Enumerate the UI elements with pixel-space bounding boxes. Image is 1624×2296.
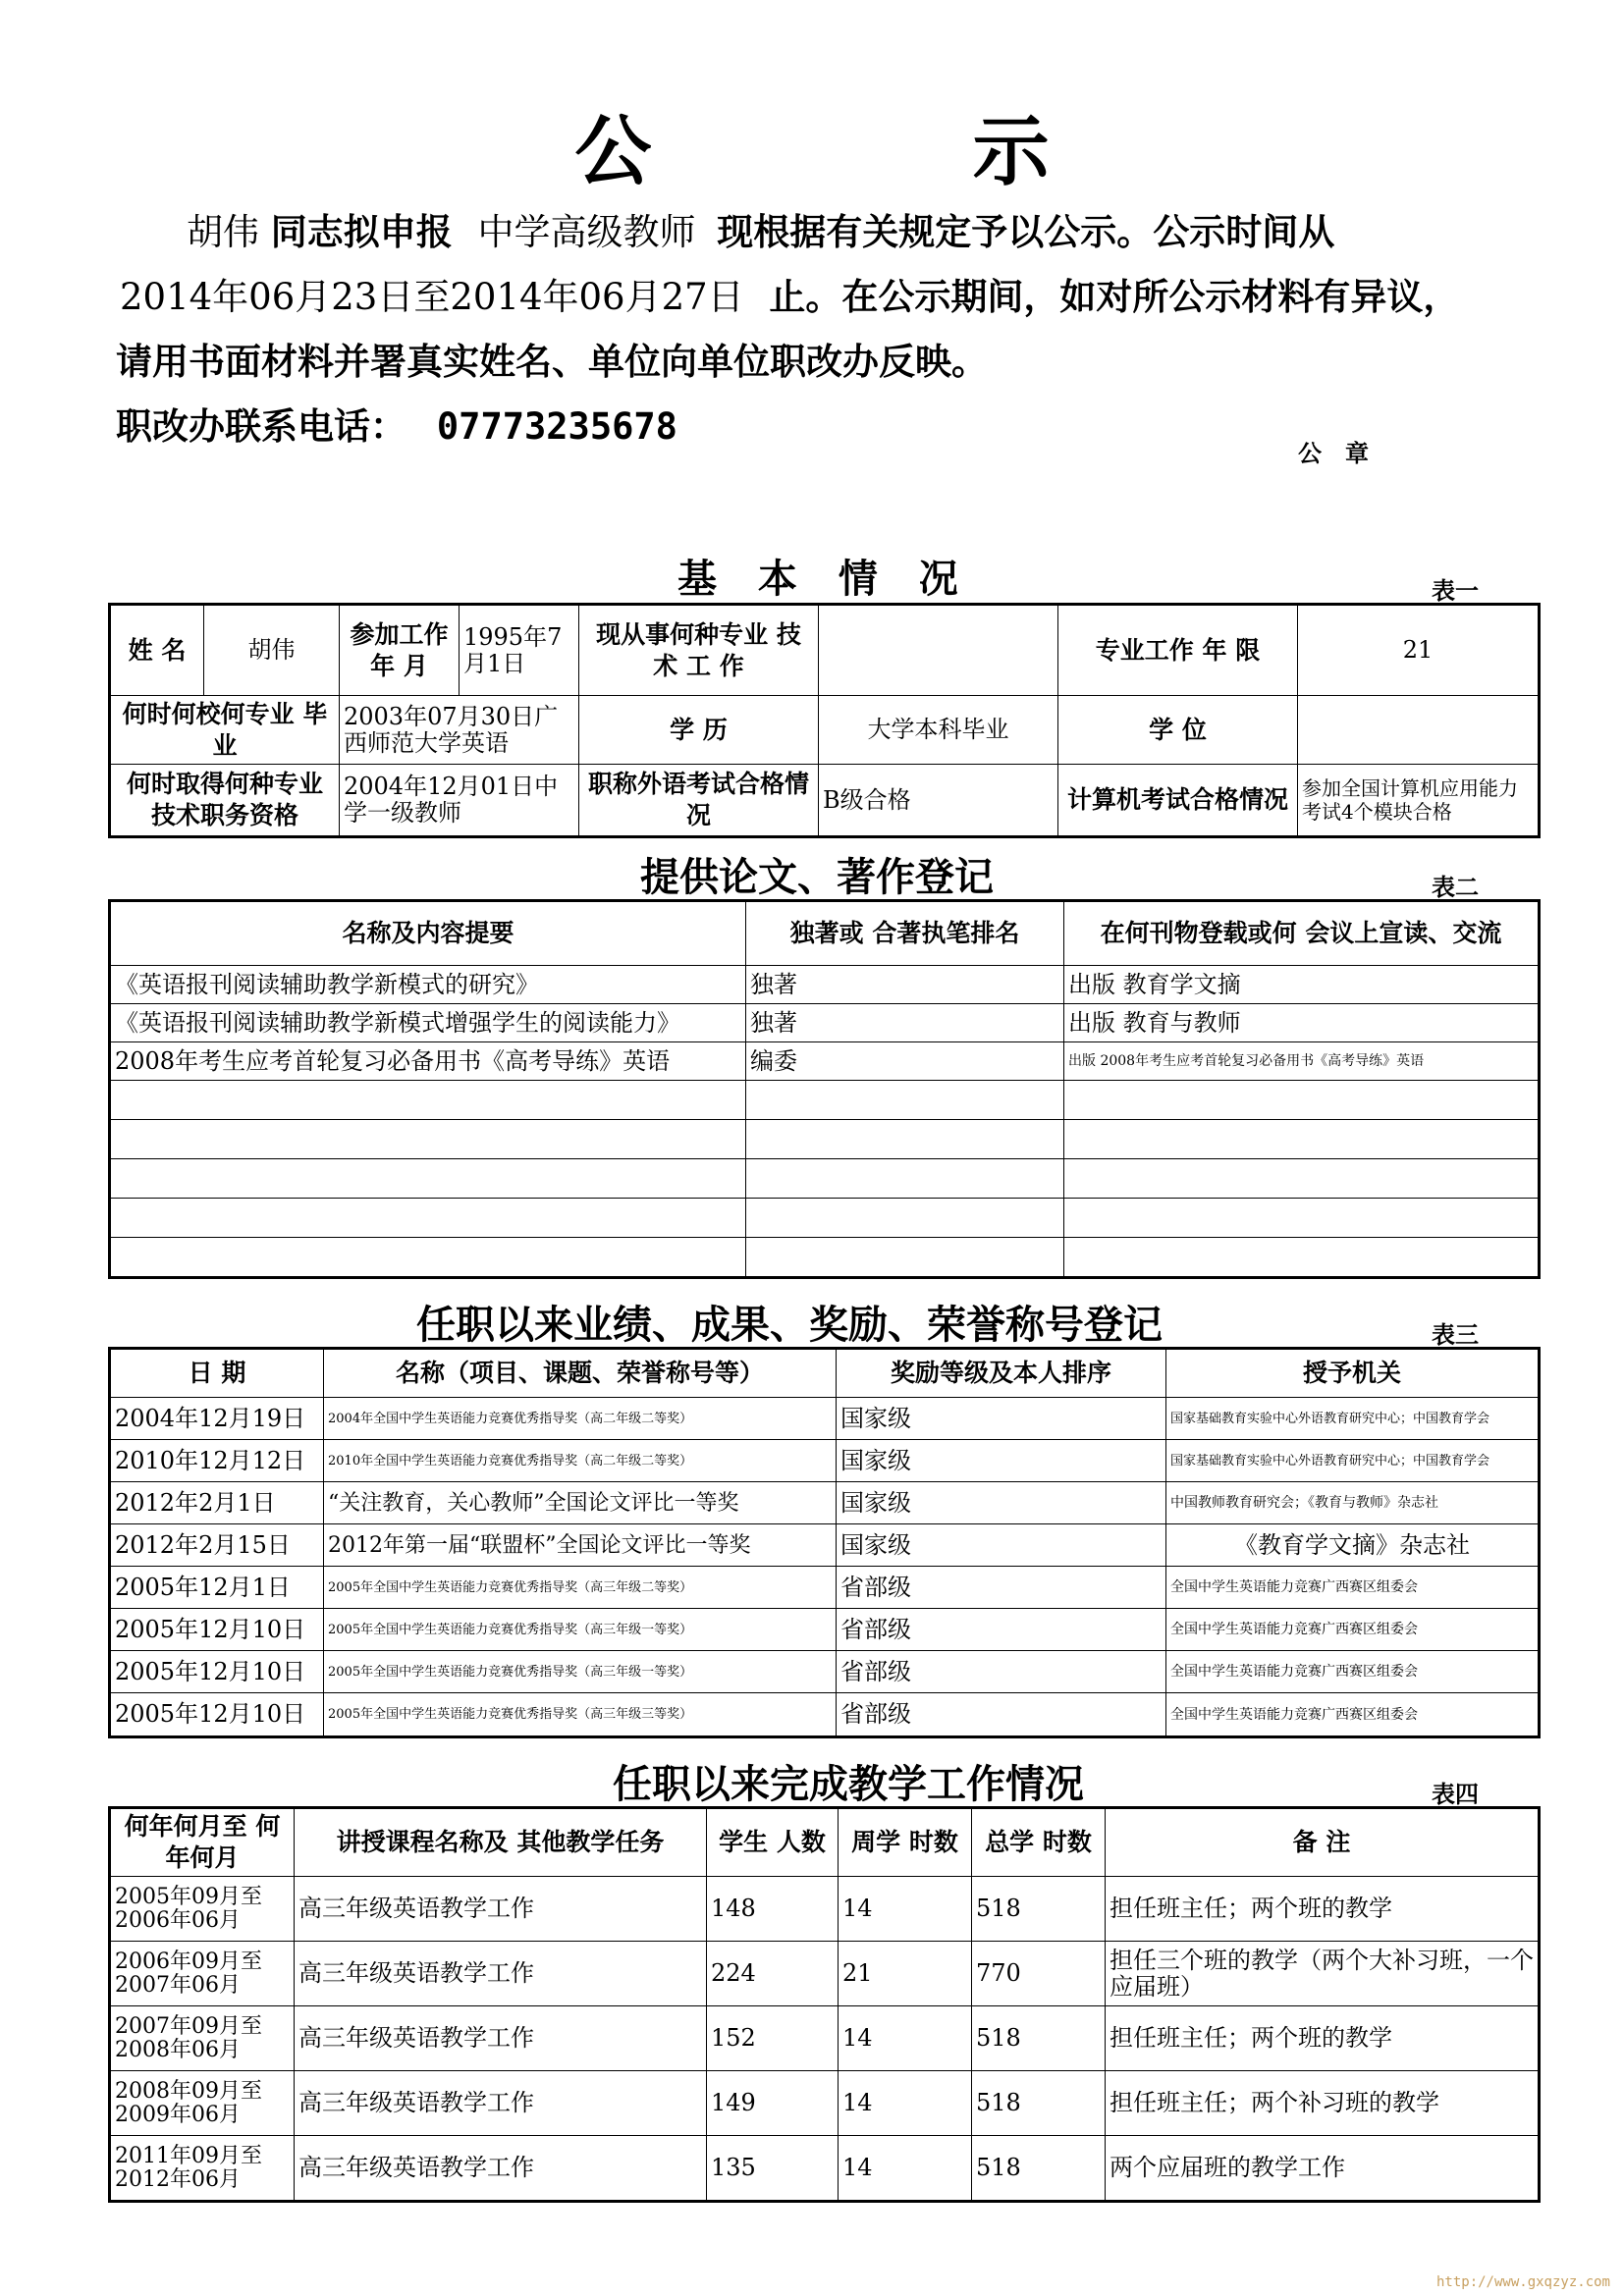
name-label: 姓 名 bbox=[110, 605, 204, 696]
edu-value: 大学本科毕业 bbox=[819, 696, 1058, 765]
paper-author bbox=[746, 1238, 1064, 1278]
award-level: 省部级 bbox=[837, 1693, 1166, 1737]
award-issuer: 国家基础教育实验中心外语教育研究中心；中国教育学会 bbox=[1166, 1398, 1540, 1440]
notice-text-3: 止。在公示期间，如对所公示材料有异议， bbox=[769, 276, 1460, 318]
teaching-header-remarks: 备 注 bbox=[1106, 1808, 1540, 1877]
lang-value: B级合格 bbox=[819, 765, 1058, 837]
award-level: 国家级 bbox=[837, 1398, 1166, 1440]
teaching-header-students: 学生 人数 bbox=[707, 1808, 839, 1877]
teaching-remarks: 担任班主任；两个班的教学 bbox=[1106, 1877, 1540, 1942]
award-issuer: 全国中学生英语能力竞赛广西赛区组委会 bbox=[1166, 1651, 1540, 1693]
teaching-weekly-hours: 14 bbox=[839, 2136, 972, 2202]
awards-header-name: 名称（项目、课题、荣誉称号等） bbox=[324, 1349, 837, 1398]
award-name: 2005年全国中学生英语能力竞赛优秀指导奖（高三年级一等奖） bbox=[324, 1651, 837, 1693]
table-4-label: 表四 bbox=[1432, 1781, 1479, 1808]
teaching-course: 高三年级英语教学工作 bbox=[295, 1877, 707, 1942]
teaching-students: 148 bbox=[707, 1877, 839, 1942]
teaching-total-hours: 770 bbox=[972, 1942, 1106, 2006]
section-basic-title: 基 本 情 况 bbox=[677, 557, 972, 602]
award-name: 2005年全国中学生英语能力竞赛优秀指导奖（高三年级一等奖） bbox=[324, 1609, 837, 1651]
notice-line-3: 请用书面材料并署真实姓名、单位向单位职改办反映。 bbox=[116, 341, 988, 383]
award-date: 2012年2月15日 bbox=[110, 1524, 324, 1567]
teaching-header-period: 何年何月至 何年何月 bbox=[110, 1808, 295, 1877]
section-teaching-title: 任职以来完成教学工作情况 bbox=[613, 1762, 1084, 1807]
teaching-remarks: 担任三个班的教学（两个大补习班，一个应届班） bbox=[1106, 1942, 1540, 2006]
papers-header-venue: 在何刊物登载或何 会议上宣读、交流 bbox=[1064, 901, 1540, 966]
award-issuer: 全国中学生英语能力竞赛广西赛区组委会 bbox=[1166, 1609, 1540, 1651]
award-date: 2005年12月10日 bbox=[110, 1693, 324, 1737]
phone-label: 职改办联系电话： bbox=[116, 405, 406, 448]
award-name: 2004年全国中学生英语能力竞赛优秀指导奖（高二年级二等奖） bbox=[324, 1398, 837, 1440]
award-date: 2005年12月10日 bbox=[110, 1609, 324, 1651]
papers-header-author: 独著或 合著执笔排名 bbox=[746, 901, 1064, 966]
paper-author bbox=[746, 1199, 1064, 1238]
notice-name: 胡伟 bbox=[187, 211, 259, 253]
page-title: 公 示 bbox=[574, 108, 1197, 196]
notice-text-1: 同志拟申报 bbox=[270, 211, 453, 253]
paper-author bbox=[746, 1120, 1064, 1159]
teaching-course: 高三年级英语教学工作 bbox=[295, 2136, 707, 2202]
award-issuer: 国家基础教育实验中心外语教育研究中心；中国教育学会 bbox=[1166, 1440, 1540, 1482]
notice-line-2 bbox=[120, 267, 1459, 320]
years-value: 21 bbox=[1298, 605, 1540, 696]
current-work-value bbox=[819, 605, 1058, 696]
teaching-period: 2011年09月至2012年06月 bbox=[110, 2136, 295, 2202]
award-date: 2010年12月12日 bbox=[110, 1440, 324, 1482]
teaching-total-hours: 518 bbox=[972, 1877, 1106, 1942]
paper-title bbox=[110, 1081, 746, 1120]
teaching-course: 高三年级英语教学工作 bbox=[295, 2071, 707, 2136]
award-date: 2012年2月1日 bbox=[110, 1482, 324, 1524]
award-date: 2005年12月10日 bbox=[110, 1651, 324, 1693]
paper-venue bbox=[1064, 1238, 1540, 1278]
awards-header-issuer: 授予机关 bbox=[1166, 1349, 1540, 1398]
notice-period: 2014年06月23日至2014年06月27日 bbox=[120, 276, 744, 318]
teaching-total-hours: 518 bbox=[972, 2136, 1106, 2202]
lang-label: 职称外语考试合格情况 bbox=[579, 765, 819, 837]
award-level: 省部级 bbox=[837, 1609, 1166, 1651]
paper-venue bbox=[1064, 1159, 1540, 1199]
basic-info-table bbox=[108, 603, 1541, 838]
award-date: 2005年12月1日 bbox=[110, 1567, 324, 1609]
award-issuer: 全国中学生英语能力竞赛广西赛区组委会 bbox=[1166, 1567, 1540, 1609]
paper-title bbox=[110, 1159, 746, 1199]
award-name: 2005年全国中学生英语能力竞赛优秀指导奖（高三年级二等奖） bbox=[324, 1567, 837, 1609]
degree-label: 学 位 bbox=[1058, 696, 1298, 765]
teaching-students: 135 bbox=[707, 2136, 839, 2202]
teaching-table bbox=[108, 1806, 1541, 2203]
degree-value bbox=[1298, 696, 1540, 765]
paper-author bbox=[746, 1159, 1064, 1199]
teaching-course: 高三年级英语教学工作 bbox=[295, 1942, 707, 2006]
teaching-period: 2008年09月至2009年06月 bbox=[110, 2071, 295, 2136]
name-value: 胡伟 bbox=[204, 605, 340, 696]
paper-author bbox=[746, 1081, 1064, 1120]
paper-venue: 出版 教育学文摘 bbox=[1064, 966, 1540, 1004]
qual-label: 何时取得何种专业技术职务资格 bbox=[110, 765, 340, 837]
teaching-total-hours: 518 bbox=[972, 2006, 1106, 2071]
paper-title: 《英语报刊阅读辅助教学新模式的研究》 bbox=[110, 966, 746, 1004]
comp-label: 计算机考试合格情况 bbox=[1058, 765, 1298, 837]
award-issuer: 全国中学生英语能力竞赛广西赛区组委会 bbox=[1166, 1693, 1540, 1737]
teaching-remarks: 担任班主任；两个班的教学 bbox=[1106, 2006, 1540, 2071]
award-level: 国家级 bbox=[837, 1440, 1166, 1482]
paper-title bbox=[110, 1120, 746, 1159]
paper-title bbox=[110, 1199, 746, 1238]
teaching-header-weekly-hours: 周学 时数 bbox=[839, 1808, 972, 1877]
paper-venue bbox=[1064, 1199, 1540, 1238]
teaching-total-hours: 518 bbox=[972, 2071, 1106, 2136]
notice-position: 中学高级教师 bbox=[477, 211, 696, 253]
table-2-label: 表二 bbox=[1432, 874, 1479, 901]
grad-value: 2003年07月30日广西师范大学英语 bbox=[340, 696, 579, 765]
paper-venue bbox=[1064, 1120, 1540, 1159]
paper-author: 独著 bbox=[746, 966, 1064, 1004]
award-name: 2012年第一届“联盟杯”全国论文评比一等奖 bbox=[324, 1524, 837, 1567]
paper-title: 《英语报刊阅读辅助教学新模式增强学生的阅读能力》 bbox=[110, 1004, 746, 1042]
grad-label: 何时何校何专业 毕 业 bbox=[110, 696, 340, 765]
teaching-students: 149 bbox=[707, 2071, 839, 2136]
award-level: 国家级 bbox=[837, 1524, 1166, 1567]
paper-title: 2008年考生应考首轮复习必备用书《高考导练》英语 bbox=[110, 1042, 746, 1081]
teaching-weekly-hours: 14 bbox=[839, 1877, 972, 1942]
notice-phone-line bbox=[116, 397, 677, 450]
edu-label: 学 历 bbox=[579, 696, 819, 765]
teaching-header-course: 讲授课程名称及 其他教学任务 bbox=[295, 1808, 707, 1877]
paper-author: 独著 bbox=[746, 1004, 1064, 1042]
current-work-label: 现从事何种专业 技 术 工 作 bbox=[579, 605, 819, 696]
teaching-weekly-hours: 14 bbox=[839, 2006, 972, 2071]
award-name: 2005年全国中学生英语能力竞赛优秀指导奖（高三年级三等奖） bbox=[324, 1693, 837, 1737]
notice-text-2: 现根据有关规定予以公示。公示时间从 bbox=[717, 211, 1335, 253]
awards-header-date: 日 期 bbox=[110, 1349, 324, 1398]
paper-venue bbox=[1064, 1081, 1540, 1120]
paper-author: 编委 bbox=[746, 1042, 1064, 1081]
award-level: 省部级 bbox=[837, 1651, 1166, 1693]
notice-line-1 bbox=[187, 202, 1334, 255]
teaching-period: 2005年09月至2006年06月 bbox=[110, 1877, 295, 1942]
papers-header-name: 名称及内容提要 bbox=[110, 901, 746, 966]
section-papers-title: 提供论文、著作登记 bbox=[640, 855, 994, 900]
award-level: 国家级 bbox=[837, 1482, 1166, 1524]
years-label: 专业工作 年 限 bbox=[1058, 605, 1298, 696]
teaching-remarks: 担任班主任；两个补习班的教学 bbox=[1106, 2071, 1540, 2136]
award-level: 省部级 bbox=[837, 1567, 1166, 1609]
table-3-label: 表三 bbox=[1432, 1321, 1479, 1349]
teaching-period: 2007年09月至2008年06月 bbox=[110, 2006, 295, 2071]
teaching-students: 224 bbox=[707, 1942, 839, 2006]
teaching-header-total-hours: 总学 时数 bbox=[972, 1808, 1106, 1877]
award-name: 2010年全国中学生英语能力竞赛优秀指导奖（高二年级二等奖） bbox=[324, 1440, 837, 1482]
teaching-period: 2006年09月至2007年06月 bbox=[110, 1942, 295, 2006]
award-issuer: 《教育学文摘》杂志社 bbox=[1166, 1524, 1540, 1567]
comp-value: 参加全国计算机应用能力考试4个模块合格 bbox=[1298, 765, 1540, 837]
qual-value: 2004年12月01日中学一级教师 bbox=[340, 765, 579, 837]
work-start-value: 1995年7月1日 bbox=[460, 605, 579, 696]
phone-number: 07773235678 bbox=[436, 405, 677, 448]
teaching-weekly-hours: 21 bbox=[839, 1942, 972, 2006]
award-issuer: 中国教师教育研究会；《教育与教师》杂志社 bbox=[1166, 1482, 1540, 1524]
paper-venue: 出版 2008年考生应考首轮复习必备用书《高考导练》英语 bbox=[1064, 1042, 1540, 1081]
seal-label: 公 章 bbox=[1298, 440, 1369, 467]
award-date: 2004年12月19日 bbox=[110, 1398, 324, 1440]
award-name: “关注教育，关心教师”全国论文评比一等奖 bbox=[324, 1482, 837, 1524]
teaching-remarks: 两个应届班的教学工作 bbox=[1106, 2136, 1540, 2202]
footer-url: http://www.gxqzyz.com bbox=[1435, 2274, 1610, 2290]
teaching-weekly-hours: 14 bbox=[839, 2071, 972, 2136]
work-start-label: 参加工作 年 月 bbox=[340, 605, 460, 696]
table-1-label: 表一 bbox=[1432, 577, 1479, 605]
section-awards-title: 任职以来业绩、成果、奖励、荣誉称号登记 bbox=[416, 1303, 1163, 1348]
papers-table bbox=[108, 899, 1541, 1279]
teaching-students: 152 bbox=[707, 2006, 839, 2071]
paper-title bbox=[110, 1238, 746, 1278]
teaching-course: 高三年级英语教学工作 bbox=[295, 2006, 707, 2071]
awards-table bbox=[108, 1347, 1541, 1738]
awards-header-level: 奖励等级及本人排序 bbox=[837, 1349, 1166, 1398]
paper-venue: 出版 教育与教师 bbox=[1064, 1004, 1540, 1042]
